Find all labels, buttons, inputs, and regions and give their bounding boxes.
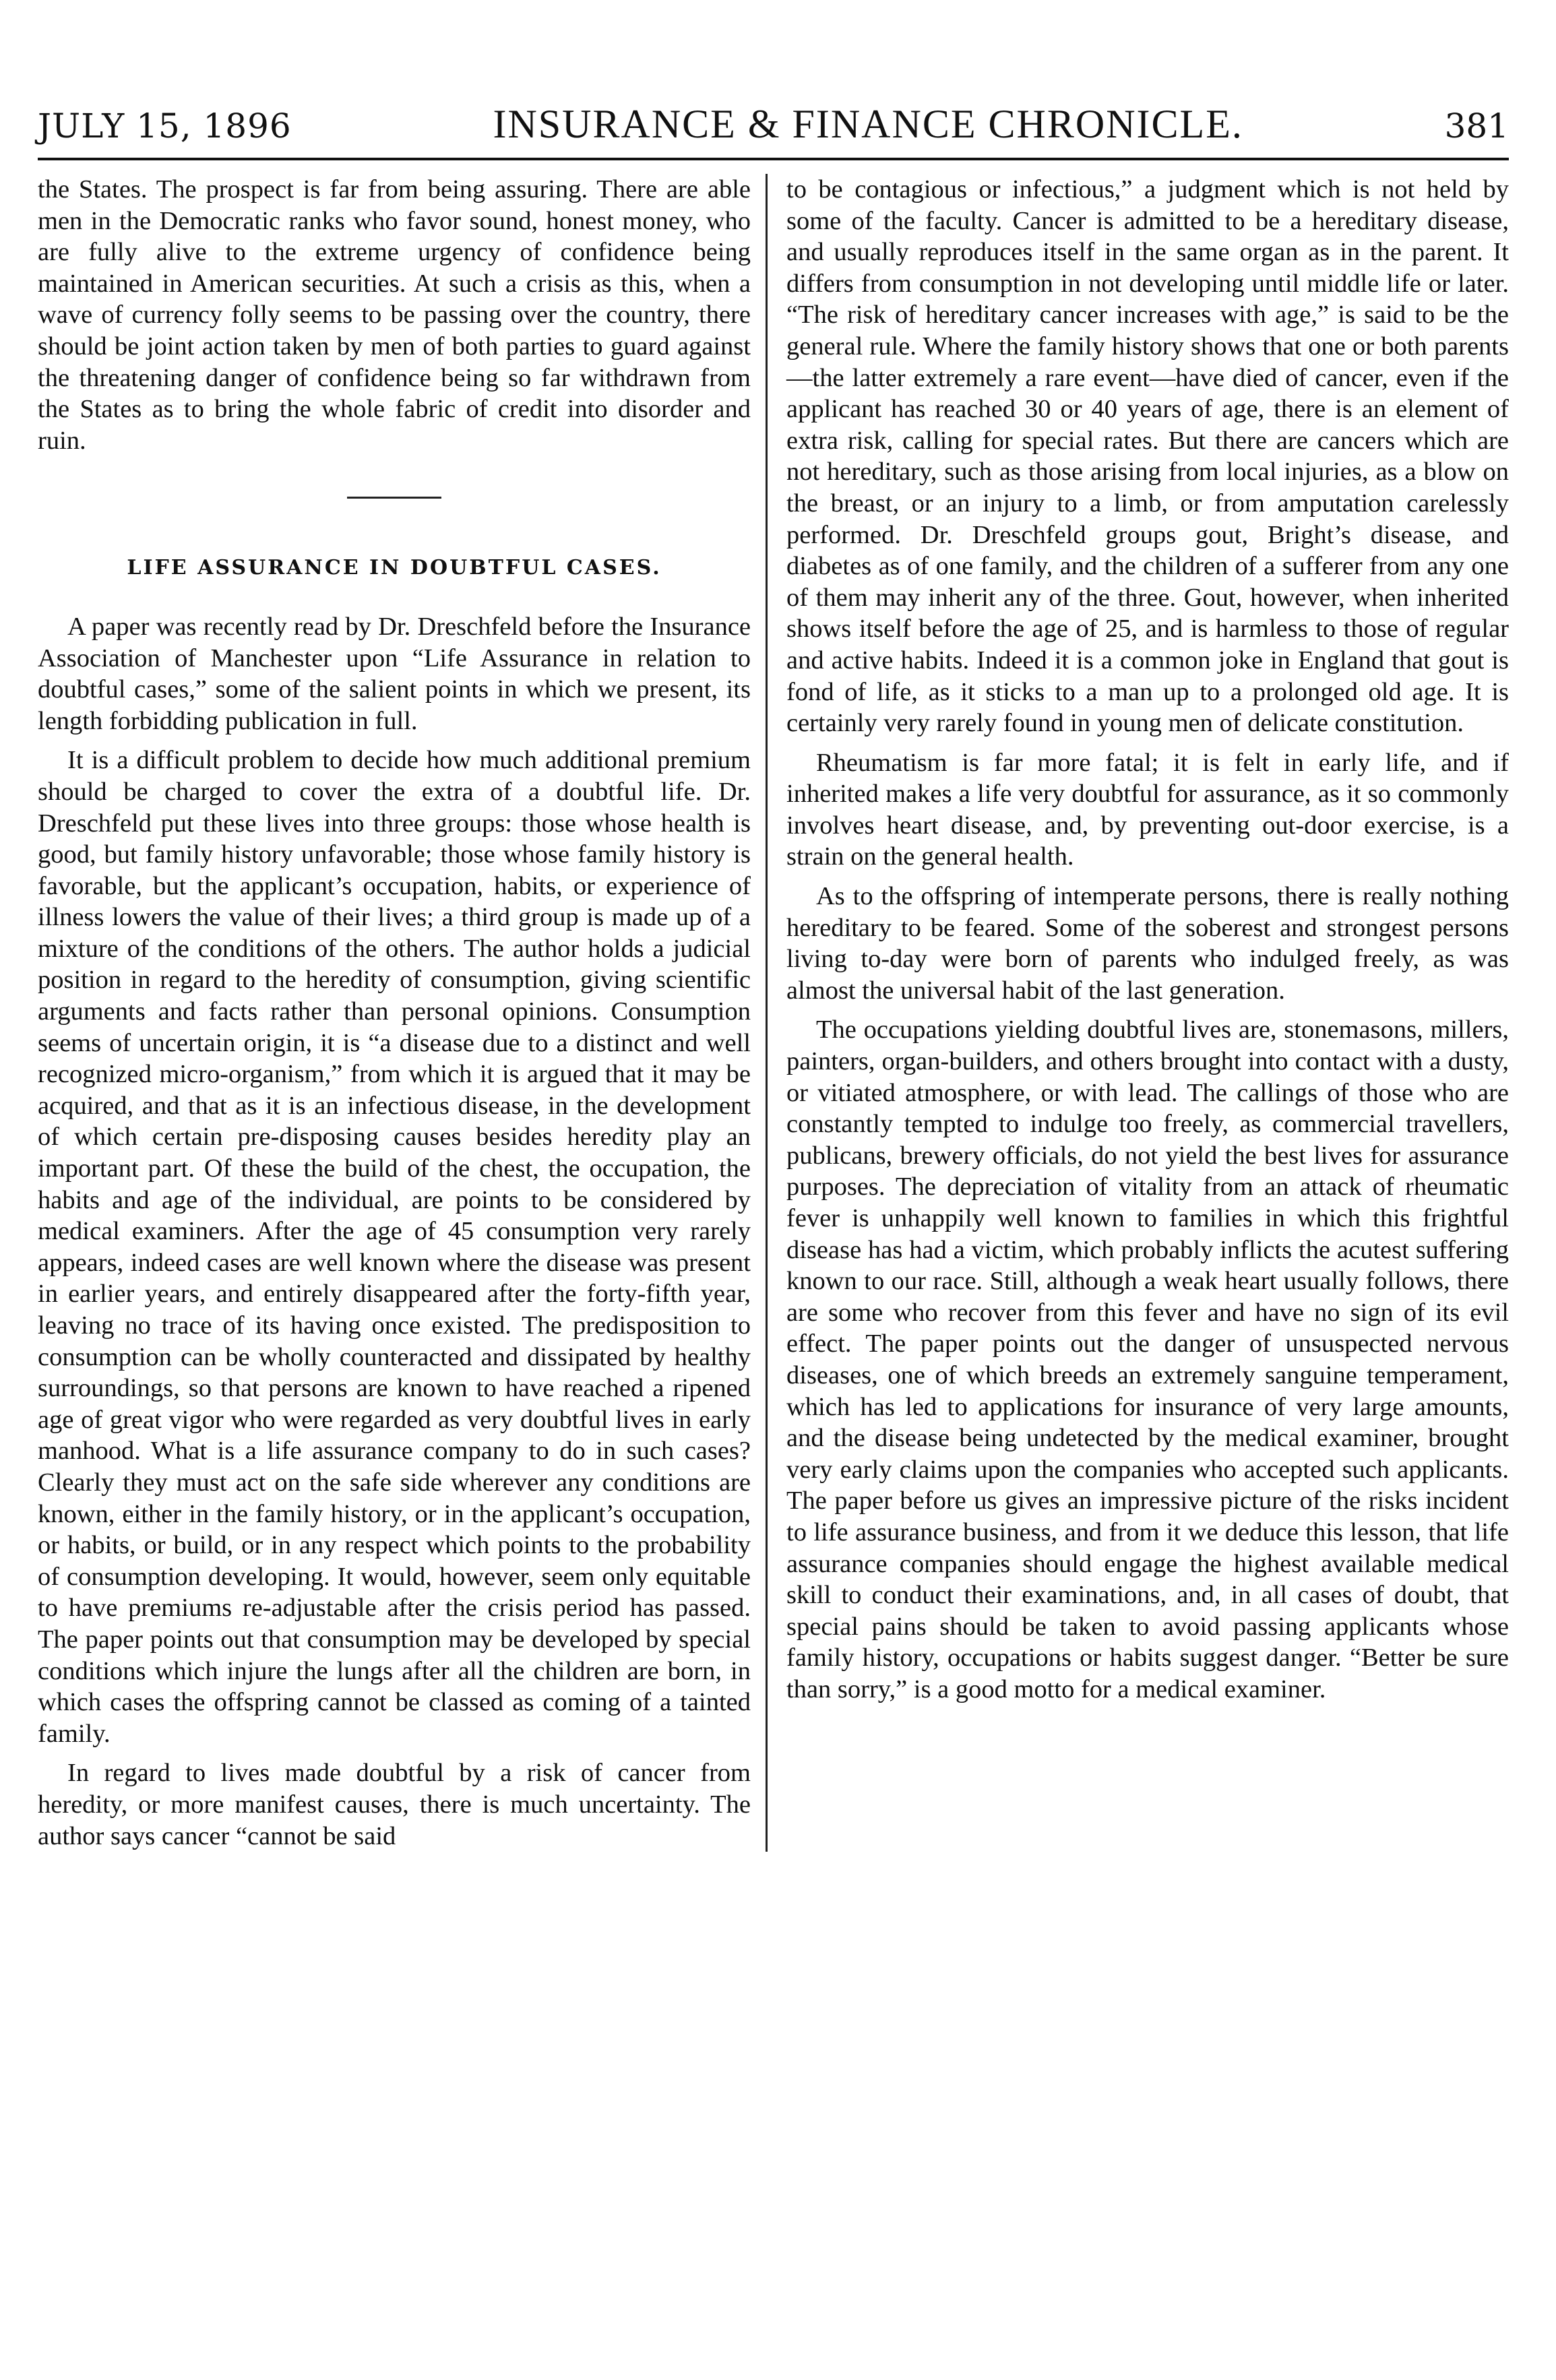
article-paragraph: In regard to lives made doubtful by a risk of cancer from heredity, or more manifest causes, there is much uncertainty. The author says cancer “cannot be said <box>38 1759 751 1850</box>
header-rule <box>38 158 1509 160</box>
issue-date: JULY 15, 1896 <box>38 106 292 146</box>
article-heading: LIFE ASSURANCE IN DOUBTFUL CASES. <box>127 556 662 580</box>
article-paragraph: It is a difficult problem to decide how much additional premium should be charged to cover the extra of a doubtful life. Dr. Dreschfeld put these lives into three groups: those whose health is good, but family history unfavorable; those whose family history is favorable, but the applicant’s occupation, habits, or experience of illness lowers the value of their lives; a third group is made up of a mixture of the conditions of the others. The author holds a judicial position in regard to the heredity of consumption, giving scientific arguments and facts rather than personal opinions. Consumption seems of uncertain origin, it is “a disease due to a distinct and well recognized micro-organism,” from which it is argued that it may be acquired, and that as it is an infectious disease, in the development of which certain pre-disposing causes besides heredity play an important part. Of these the build of the chest, the occupation, the habits and age of the individual, are points to be considered by medical examiners. After the age of 45 consumption very rarely appears, indeed cases are well known where the disease was present in earlier years, and entirely disappeared after the forty-fifth year, leaving no trace of its having once existed. The predisposition to consumption can be wholly counteracted and dissipated by healthy surroundings, so that persons are known to have reached a ripened age of great vigor who were regarded as very doubtful lives in early manhood. What is a life assurance company to do in such cases? Clearly they must act on the safe side wherever any conditions are known, either in the family history, or in the applicant’s occupation, or habits, or build, or in any respect which points to the probability of consumption developing. It would, however, seem only equitable to have premiums re-adjustable after the crisis period has passed. The paper points out that consumption may be developed by special conditions which injure the lungs after all the children are born, in which cases the offspring cannot be classed as coming of a tainted family. <box>38 746 751 1748</box>
article-paragraph: to be contagious or infectious,” a judgment which is not held by some of the faculty. Cancer is admitted to be a hereditary disease, and usually reproduces itself in the same organ as in the parent. It differs from consumption in not developing until middle life or later. “The risk of hereditary cancer increases with age,” is said to be the general rule. Where the family history shows that one or both parents—the latter extremely a rare event—have died of cancer, even if the applicant has reached 30 or 40 years of age, there is an element of extra risk, calling for special rates. But there are cancers which are not hereditary, such as those arising from local injuries, as a blow on the breast, or an injury to a limb, or from amputation carelessly performed. Dr. Dreschfeld groups gout, Bright’s disease, and diabetes as of one family, and the children of a sufferer from any one of them may inherit any of the three. Gout, however, when inherited shows itself before the age of 25, and is harmless to those of regular and active habits. Indeed it is a common joke in England that gout is fond of life, as it sticks to a man up to a prolonged old age. It is certainly very rarely found in young men of delicate constitution. <box>786 175 1509 738</box>
article-paragraph: As to the offspring of intemperate persons, there is really nothing hereditary to be feared. Some of the soberest and strongest persons living to-day were born of parents who indulged freely, as was almost the universal habit of the last generation. <box>786 882 1509 1005</box>
publication-title: INSURANCE & FINANCE CHRONICLE. <box>493 102 1243 146</box>
page-number: 381 <box>1444 106 1509 146</box>
left-column <box>38 174 766 1852</box>
article-paragraph: The occupations yielding doubtful lives are, stonemasons, millers, painters, organ-builders, and others brought into contact with a dusty, or vitiated atmosphere, or with lead. The callings of those who are constantly tempted to indulge too freely, as commercial travellers, publicans, brewery officials, do not yield the best lives for assurance purposes. The depreciation of vitality from an attack of rheumatic fever is unhappily well known to families in which this frightful disease has had a victim, which probably inflicts the acutest suffering known to our race. Still, although a weak heart usually follows, there are some who recover from this fever and have no sign of its evil effect. The paper points out the danger of unsuspected nervous diseases, one of which breeds an extremely sanguine temperament, which has led to applications for insurance of very large amounts, and the disease being undetected by the medical examiner, brought very early claims upon the companies who accepted such applicants. The paper before us gives an impressive picture of the risks incident to life assurance business, and from it we deduce this lesson, that life assurance companies should engage the highest available medical skill to conduct their examinations, and, in all cases of doubt, that special pains should be taken to avoid passing applicants whose family history, occupations or habits suggest danger. “Better be sure than sorry,” is a good motto for a medical examiner. <box>786 1015 1509 1703</box>
right-column <box>768 174 1509 1852</box>
article-columns <box>38 174 1509 1852</box>
article-paragraph: A paper was recently read by Dr. Dreschfeld before the Insurance Association of Manchester upon “Life Assurance in relation to doubtful cases,” some of the salient points in which we present, its length forbidding publication in full. <box>38 612 751 735</box>
page-header <box>38 101 1509 155</box>
section-divider <box>347 497 441 499</box>
article-paragraph: Rheumatism is far more fatal; it is felt in early life, and if inherited makes a life very doubtful for assurance, as it so commonly involves heart disease, and, by preventing out-door exercise, is a strain on the general health. <box>786 748 1509 871</box>
intro-paragraph: the States. The prospect is far from being assuring. There are able men in the Democratic ranks who favor sound, honest money, who are fully alive to the extreme urgency of confidence being maintained in American securities. At such a crisis as this, when a wave of currency folly seems to be passing over the country, there should be joint action taken by men of both parties to guard against the threatening danger of confidence being so far withdrawn from the States as to bring the whole fabric of credit into disorder and ruin. <box>38 175 751 455</box>
